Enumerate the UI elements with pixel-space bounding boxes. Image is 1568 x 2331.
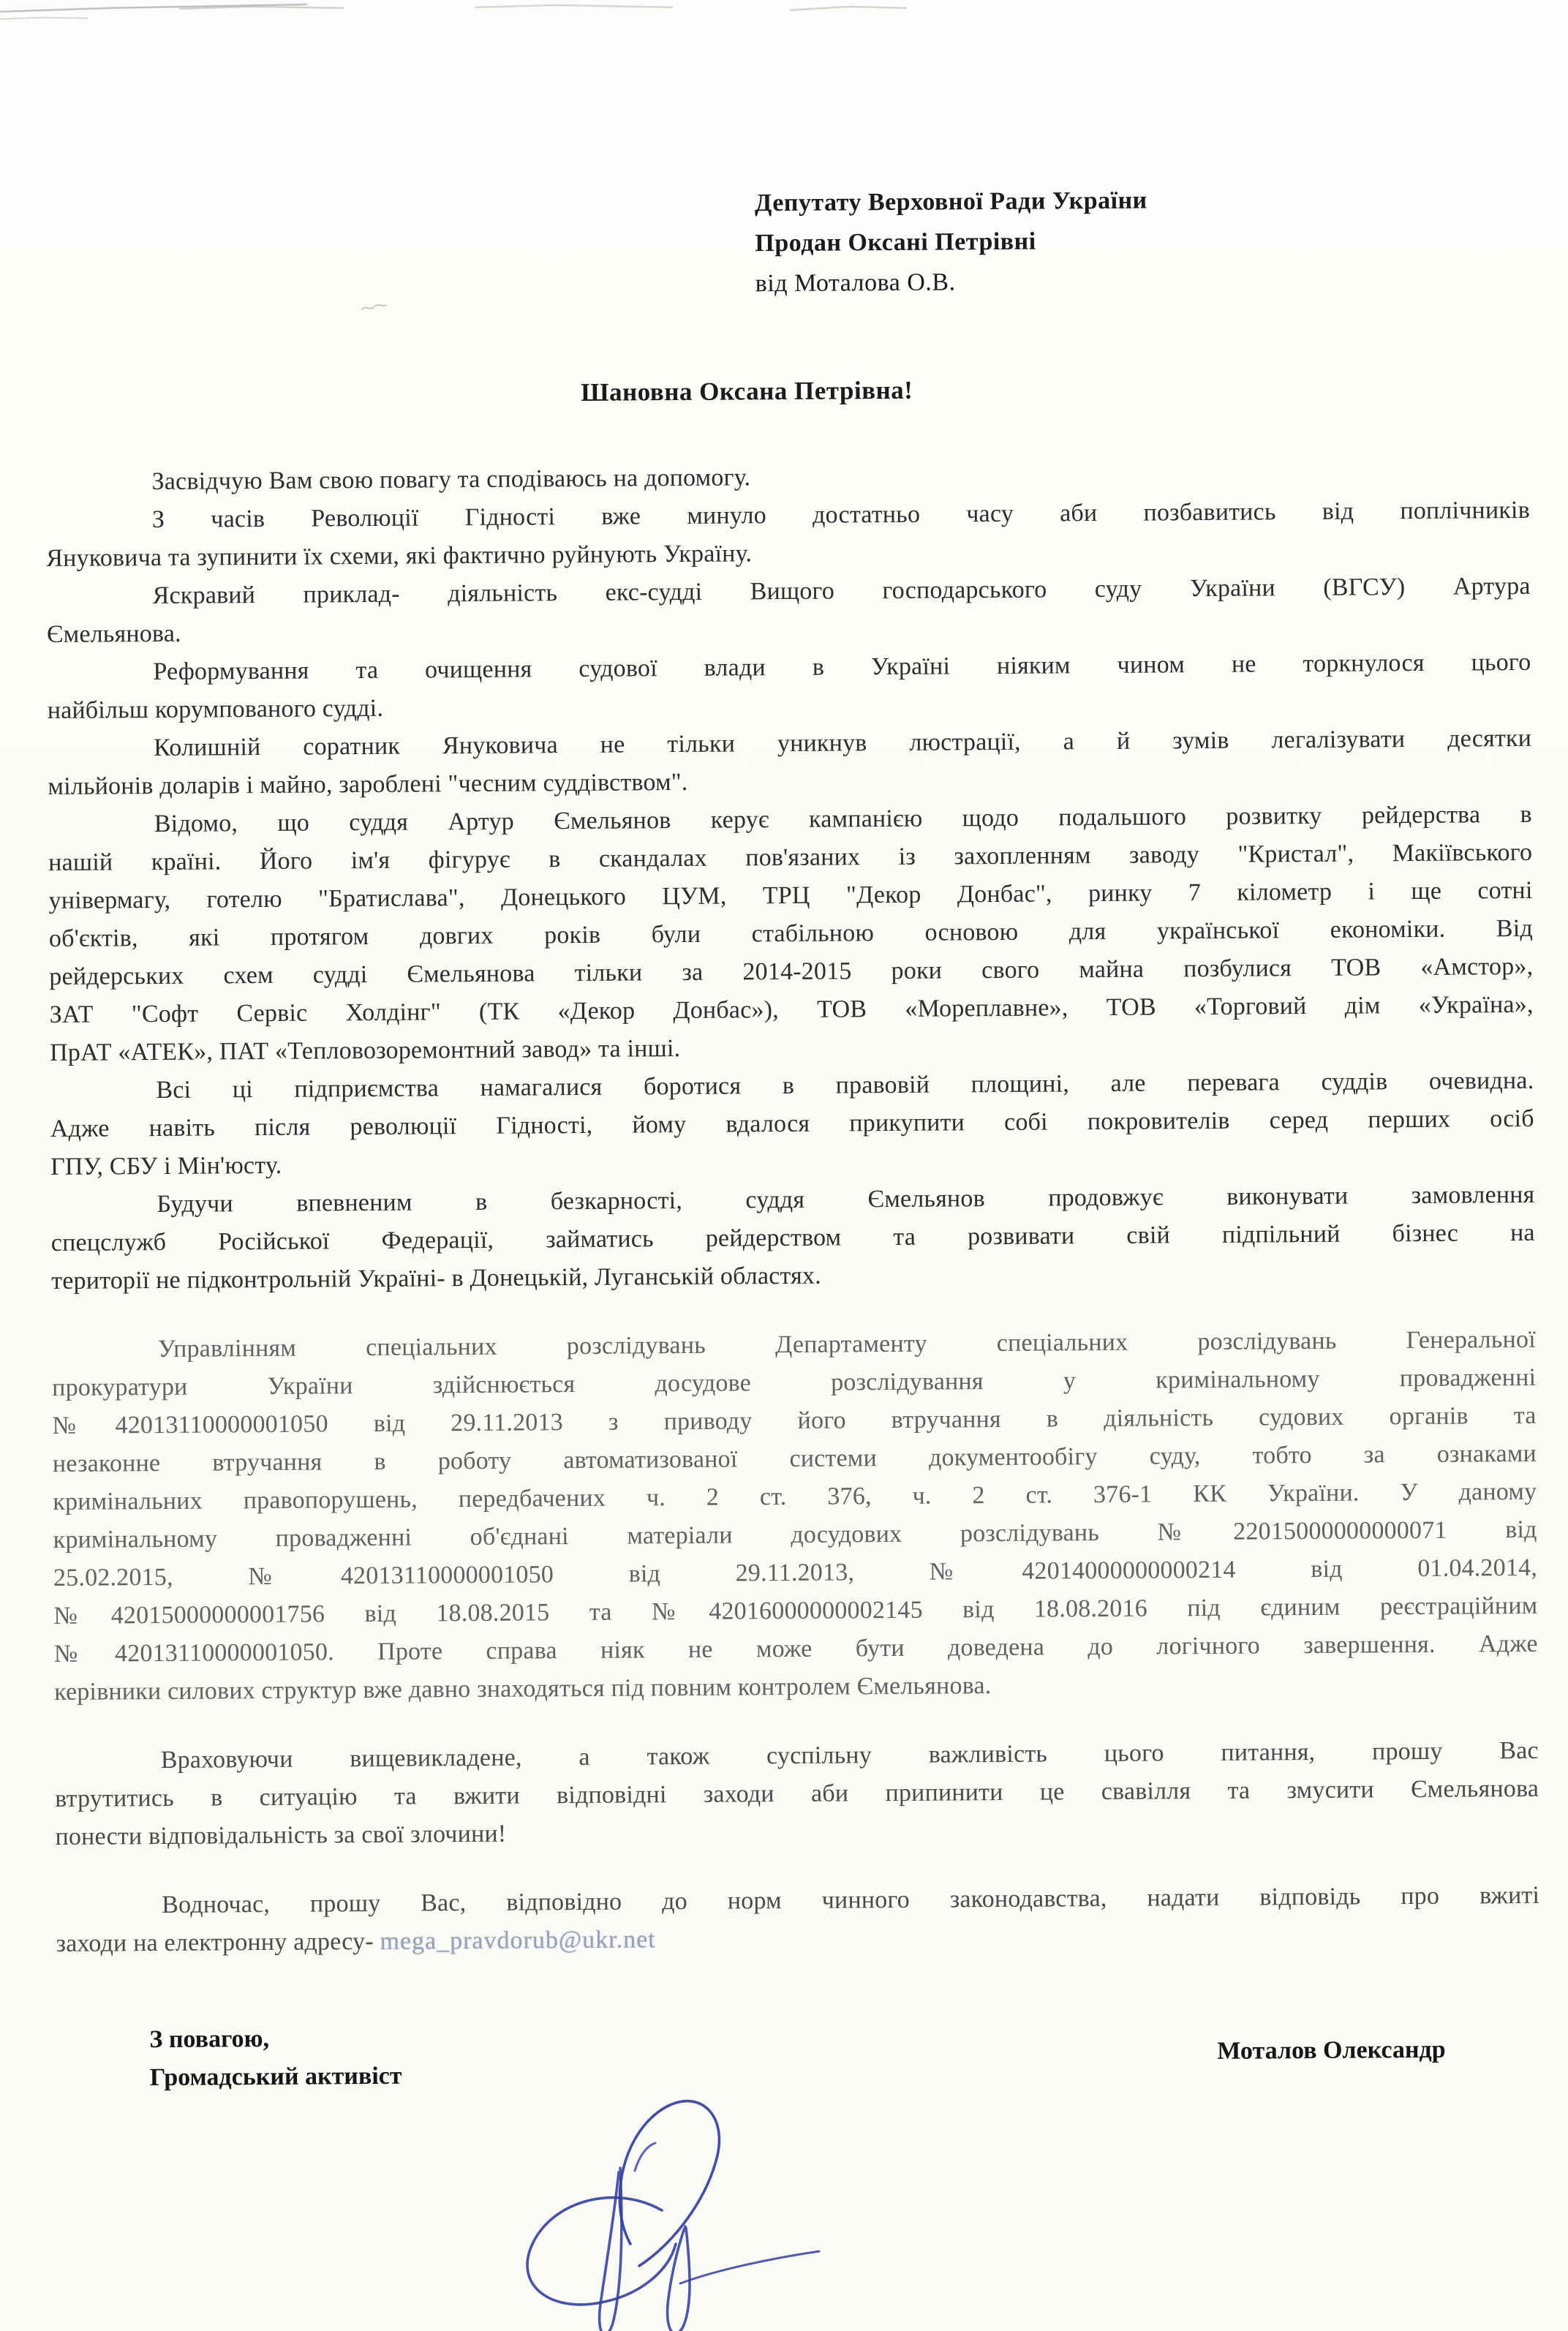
text-line: №42013110000001050 від 29.11.2013 з приводу його втручання в діяльність судових органів та: [52, 1401, 1537, 1440]
recipient-block: [755, 178, 1529, 304]
text-line: ПрАТ «АТЕК», ПАТ «Тепловозоремонтний завод» та інші.: [49, 1035, 681, 1067]
email-address: mega_pravdorub@ukr.net: [380, 1926, 656, 1955]
paragraph-8: [50, 1176, 1535, 1300]
text-line: Водночас, прошу Вас, відповідно до норм чинного законодавства, надати відповідь про вжиті: [162, 1881, 1540, 1919]
text-line: нашій країні. Його ім'я фігурує в скандалах пов'язаних із захопленням заводу "Кристал", Макіївського: [48, 838, 1533, 877]
email-prefix: заходи на електронну адресу-: [56, 1927, 380, 1958]
text-line: Ємельянова.: [46, 620, 181, 649]
handwritten-signature: [505, 2088, 856, 2331]
text-line: Адже навіть після революції Гідності, йому вдалося прикупити собі покровителів серед перших осіб: [50, 1104, 1534, 1143]
text-line: 25.02.2015, №42013110000001050 від 29.11.2013, №42014000000000214 від 01.04.2014,: [53, 1554, 1538, 1592]
text-line: мільйонів доларів і майно, зароблені "чесним суддівством".: [48, 768, 688, 801]
text-line: З часів Революції Гідності вже минуло достатньо часу аби позбавитись від поплічників: [151, 496, 1531, 534]
letter-body: [45, 453, 1539, 1963]
recipient-line: Продан Оксані Петрівні: [755, 227, 1036, 257]
text-line: втрутитись в ситуацію та вжити відповідні заходи аби припинити це свавілля та змусити Ємельянова: [55, 1774, 1539, 1813]
text-line: понести відповідальність за свої злочини!: [55, 1820, 507, 1851]
text-line: №42013110000001050. Проте справа ніяк не може бути доведена до логічного завершення. Адже: [53, 1630, 1538, 1668]
closing-regards: З повагою,: [149, 2025, 270, 2054]
text-line: Враховуючи вищевикладене, а також суспільну важливість цього питання, прошу Вас: [160, 1736, 1539, 1774]
paragraph-10: [55, 1732, 1539, 1856]
text-line: кримінальних правопорушень, передбачених ч. 2 ст. 376, ч. 2 ст. 376-1 КК України. У даному: [53, 1477, 1537, 1516]
text-line: спецслужб Російської Федерації, займатись рейдерством та розвивати свій підпільний бізнес на: [50, 1219, 1535, 1257]
paragraph-6: [48, 796, 1534, 1072]
paragraph-2: [46, 492, 1531, 578]
paragraph-5: [48, 720, 1532, 806]
closing-name: Моталов Олександр: [1217, 2036, 1446, 2065]
text-line: рейдерських схем судді Ємельянова тільки за 2014-2015 роки свого майна позбулися ТОВ «Амстор»,: [49, 952, 1534, 991]
text-line: об'єктів, які протягом довгих років були стабільною основою для української економіки. Від: [48, 914, 1534, 953]
text-line: Всі ці підприємства намагалися боротися в правовій площині, але перевага суддів очевидна.: [156, 1066, 1534, 1104]
text-line: території не підконтрольній Україні- в Донецькій, Луганській областях.: [51, 1262, 821, 1295]
closing-role: Громадський активіст: [149, 2062, 402, 2092]
paragraph-9: [52, 1321, 1539, 1711]
closing-block: [56, 2011, 1541, 2098]
paragraph-7: [50, 1062, 1534, 1186]
text-line: прокуратури України здійснюється досудове розслідування у кримінальному провадженні: [52, 1363, 1537, 1402]
text-line: Колишній соратник Януковича не тільки уникнув люстрації, а й зумів легалізувати десятки: [153, 724, 1532, 762]
text-line: Засвідчую Вам свою повагу та сподіваюсь на допомогу.: [151, 464, 751, 496]
text-line: Будучи впевненим в безкарності, суддя Ємельянов продовжує виконувати замовлення: [157, 1180, 1535, 1219]
paragraph-11: [56, 1877, 1540, 1963]
text-line: незаконне втручання в роботу автоматизованої системи документообігу суду, тобто за ознаками: [52, 1439, 1537, 1478]
salutation: Шановна Оксана Петрівна!: [580, 375, 913, 407]
text-line: ЗАТ "Софт Сервіс Холдінг" (ТК «Декор Донбас»), ТОВ «Мореплавне», ТОВ «Торговий дім «Україна»,: [49, 990, 1534, 1029]
text-line: Яскравий приклад- діяльність екс-судді Вищого господарського суду України (ВГСУ) Артура: [152, 572, 1531, 610]
closing-left: [149, 2019, 402, 2097]
paragraph-4: [47, 644, 1531, 730]
text-line: кримінальному провадженні об'єднані матеріали досудових розслідувань №22015000000000071 від: [53, 1515, 1537, 1554]
recipient-line: Депутату Верховної Ради України: [754, 187, 1147, 217]
paragraph-3: [46, 568, 1531, 654]
text-line: ГПУ, СБУ і Мін'юсту.: [50, 1151, 282, 1181]
text-line: найбільш корумпованого судді.: [47, 694, 384, 725]
text-line: Януковича та зупинити їх схеми, які фактично руйнують Україну.: [46, 540, 753, 573]
text-line: Управлінням спеціальних розслідувань Департаменту спеціальних розслідувань Генеральної: [157, 1325, 1536, 1363]
text-line: Відомо, що суддя Артур Ємельянов керує кампанією щодо подальшого розвитку рейдерства в: [154, 800, 1532, 838]
text-line: Реформування та очищення судової влади в Україні ніяким чином не торкнулося цього: [153, 648, 1531, 686]
text-line: універмагу, готелю "Братислава", Донецького ЦУМ, ТРЦ "Декор Донбас", ринку 7 кілометр і ще сотні: [48, 876, 1533, 915]
text-line: керівники силових структур вже давно знаходяться під повним контролем Ємельянова.: [53, 1672, 992, 1706]
text-line: №42015000000001756 від 18.08.2015 та №42016000000002145 від 18.08.2016 під єдиним реєстраційним: [53, 1592, 1538, 1630]
sender-line: від Моталова О.В.: [755, 268, 956, 298]
